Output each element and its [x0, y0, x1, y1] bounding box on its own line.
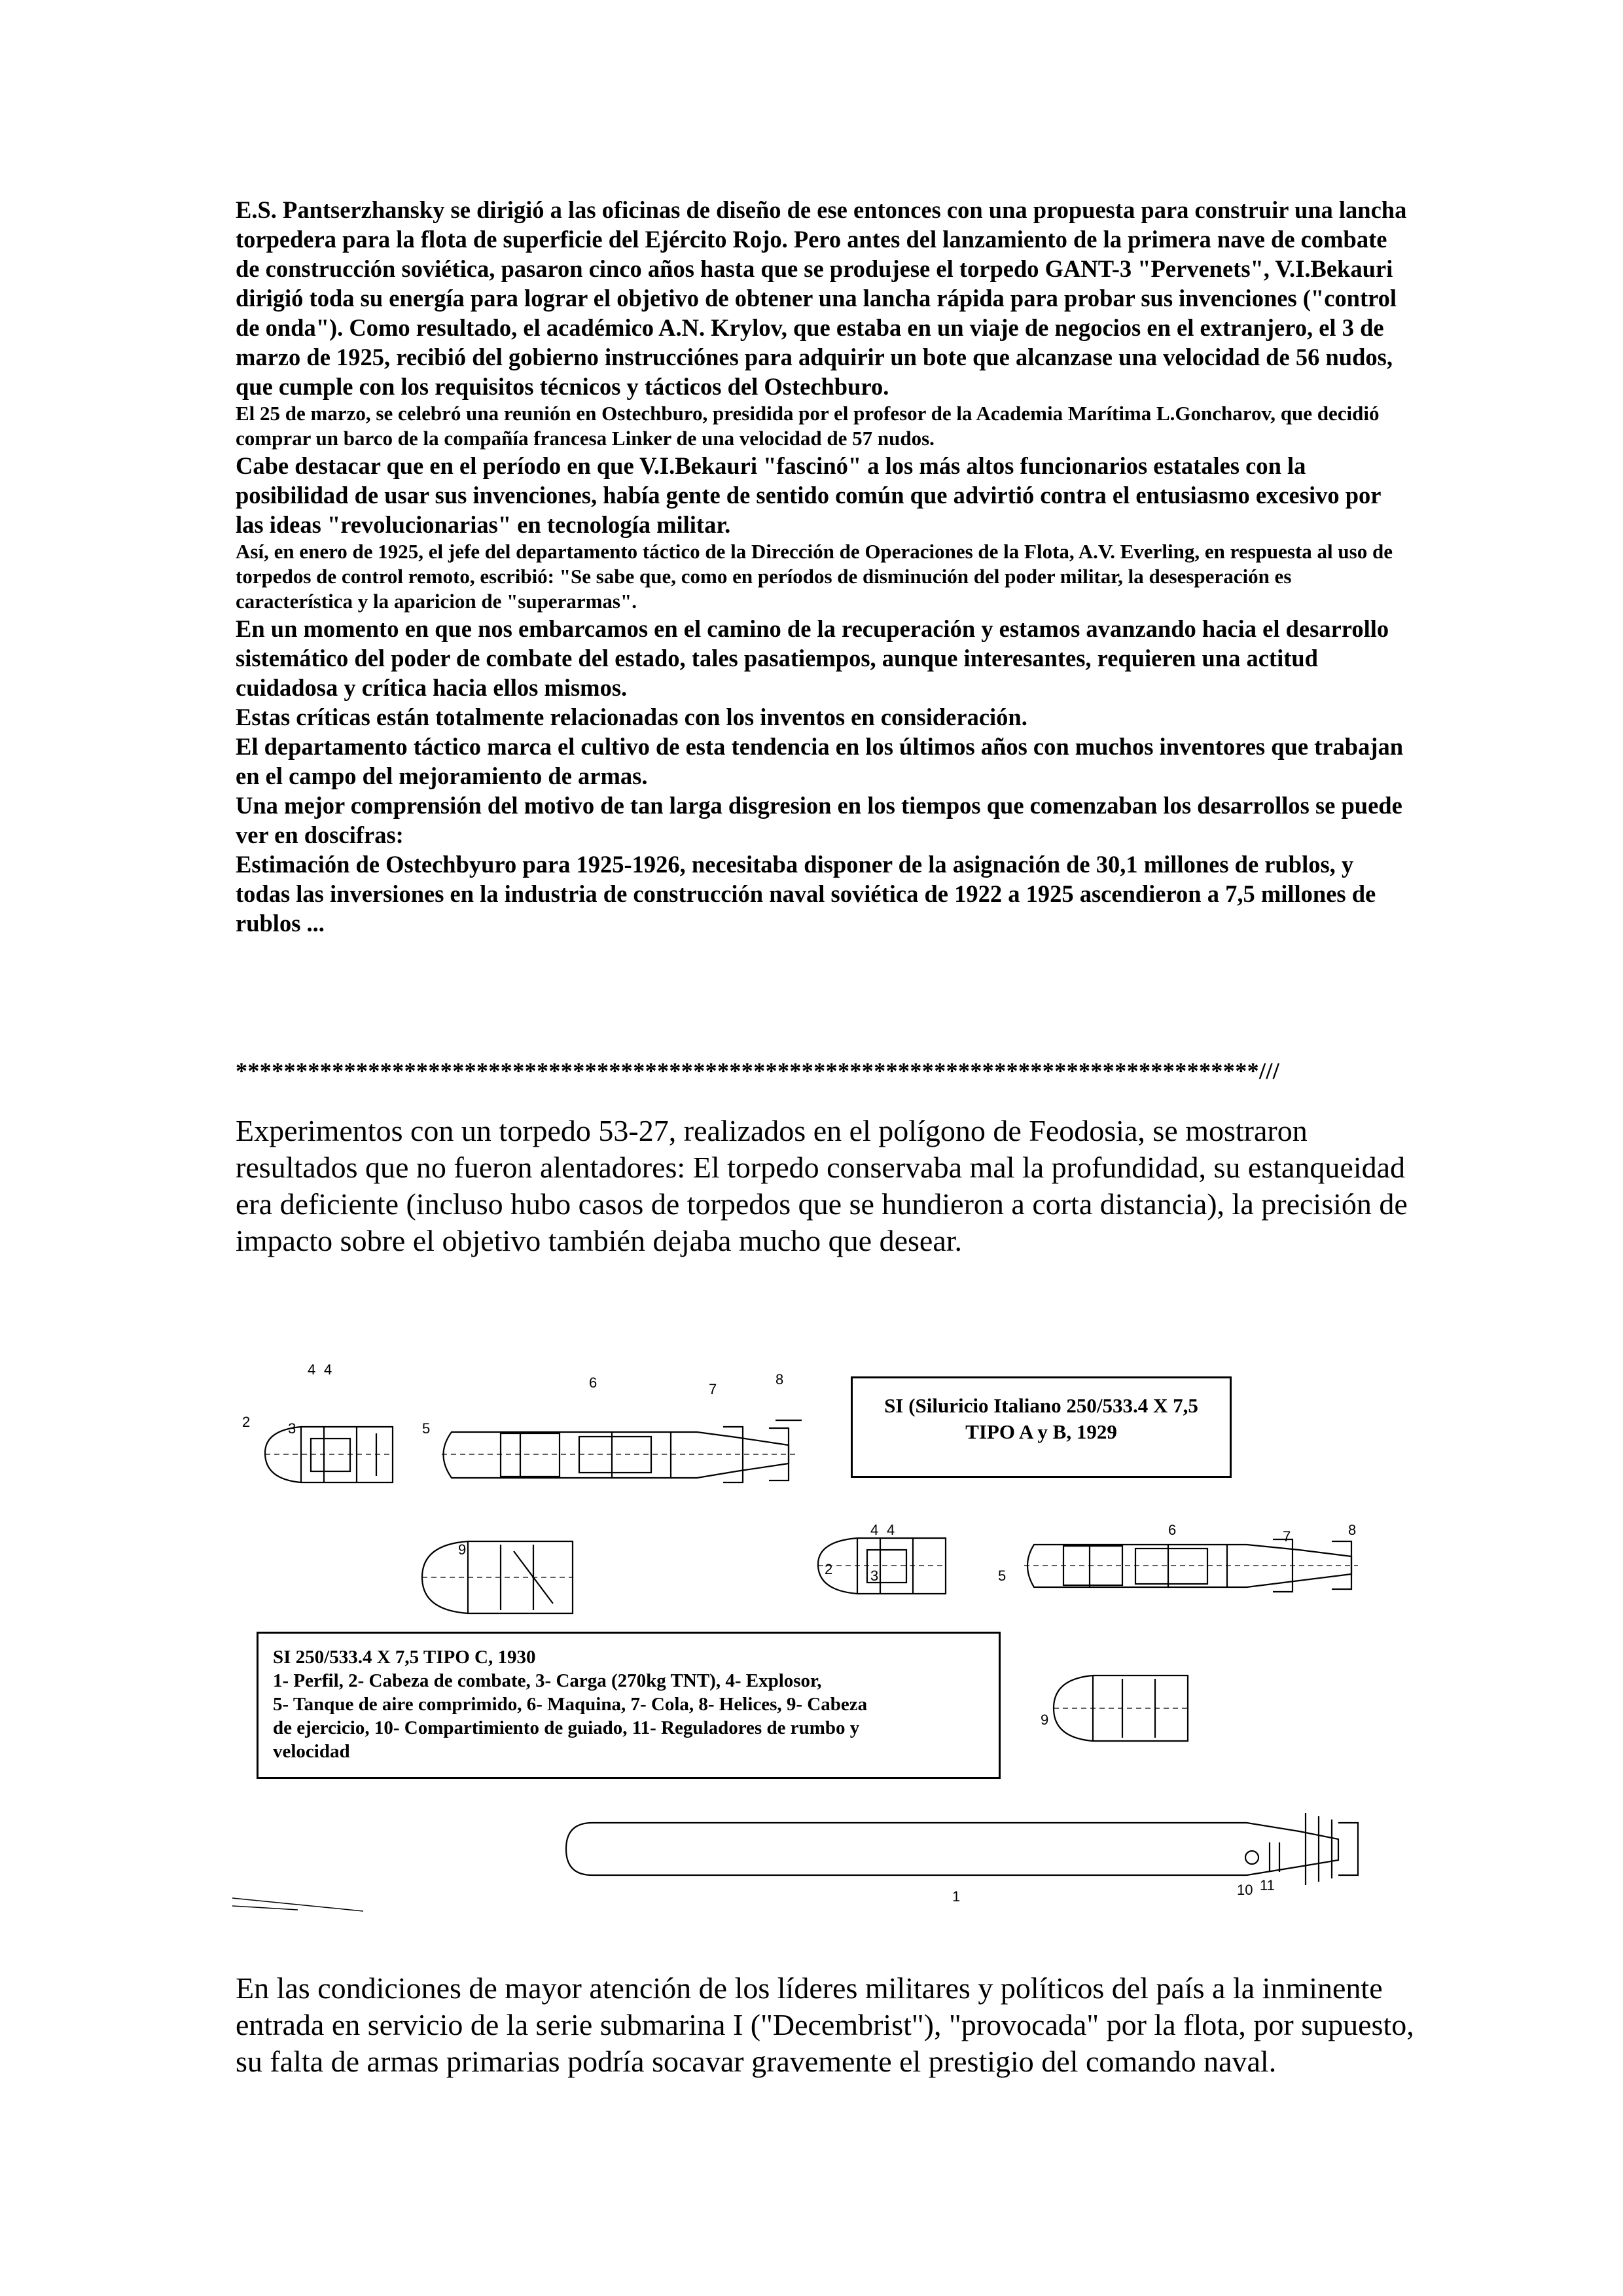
paragraph-5: En un momento en que nos embarcamos en el camino de la recuperación y estamos avanzando hacia el desarrollo sistemático del poder de combate del estado, tales pasatiempos, aunque interesantes, requieren una actitud cuidadosa y crítica hacia ellos mismos. — [236, 615, 1389, 701]
label-3: 3 — [288, 1420, 296, 1437]
label-5r: 5 — [998, 1568, 1007, 1584]
warhead-right — [818, 1538, 946, 1594]
label-4b: 4 — [324, 1361, 332, 1378]
label-9: 9 — [458, 1541, 467, 1558]
exercise-head-right — [1054, 1676, 1188, 1741]
label-8: 8 — [776, 1371, 784, 1388]
caption2-line5: velocidad — [273, 1741, 350, 1762]
label-6: 6 — [589, 1374, 597, 1391]
top-text-block — [236, 195, 1414, 938]
caption2-line3: 5- Tanque de aire comprimido, 6- Maquina, 7- Cola, 8- Helices, 9- Cabeza — [273, 1694, 868, 1715]
paragraph-4: Así, en enero de 1925, el jefe del departamento táctico de la Dirección de Operaciones de la Flota, A.V. Everling, en respuesta al uso de torpedos de control remoto, escribió: "Se sabe que, como en períodos de disminución del poder militar, la desesperación es característica y la aparicion de "superarmas". — [236, 540, 1393, 613]
body-right — [1024, 1539, 1358, 1592]
paragraph-2: El 25 de marzo, se celebró una reunión en Ostechburo, presidida por el profesor de la Academia Marítima L.Goncharov, que decidió comprar un barco de la compañía francesa Linker de una velocidad de 57 nudos. — [236, 402, 1380, 450]
caption1-line1: SI (Siluricio Italiano 250/533.4 X 7,5 — [884, 1394, 1198, 1417]
label-2: 2 — [242, 1414, 251, 1430]
caption1-line2: TIPO A y B, 1929 — [965, 1420, 1117, 1443]
caption2-line2: 1- Perfil, 2- Cabeza de combate, 3- Carga (270kg TNT), 4- Explosor, — [273, 1670, 822, 1691]
label-8r: 8 — [1348, 1522, 1357, 1538]
exercise-head-top — [422, 1541, 573, 1613]
label-11: 11 — [1260, 1877, 1275, 1893]
label-6r: 6 — [1168, 1522, 1177, 1538]
label-1: 1 — [952, 1888, 961, 1905]
caption-tipo-a-b — [851, 1376, 1232, 1478]
caption2-line1: SI 250/533.4 X 7,5 TIPO C, 1930 — [273, 1647, 536, 1668]
label-7: 7 — [709, 1381, 717, 1397]
label-5: 5 — [422, 1420, 431, 1437]
paragraph-1: E.S. Pantserzhansky se dirigió a las oficinas de diseño de ese entonces con una propuesta para construir una lancha torpedera para la flota de superficie del Ejército Rojo. Pero antes del lanzamiento de la primera nave de combate de construcción soviética, pasaron cinco años hasta que se produjese el torpedo GANT-3 "Pervenets", V.I.Bekauri dirigió toda su energía para lograr el objetivo de obtener una lancha rápida para probar sus invenciones ("control de onda"). Como resultado, el académico A.N. Krylov, que estaba en un viaje de negocios en el extranjero, el 3 de marzo de 1925, recibió del gobierno instrucciónes para adquirir un bote que alcanzase una velocidad de 56 nudos, que cumple con los requisitos técnicos y tácticos del Ostechburo. — [236, 196, 1407, 400]
paragraph-9: Estimación de Ostechbyuro para 1925-1926, necesitaba disponer de la asignación de 30,1 millones de rublos, y todas las inversiones en la industria de construcción naval soviética de 1922 a 1925 ascendieron a 7,5 millones de rublos ... — [236, 851, 1376, 937]
caption2-line4: de ejercicio, 10- Compartimiento de guiado, 11- Reguladores de rumbo y — [273, 1717, 860, 1738]
torpedo-profile — [566, 1813, 1358, 1885]
warhead-top-left — [265, 1427, 393, 1482]
stray-line — [232, 1898, 363, 1911]
caption-tipo-c — [257, 1632, 1001, 1779]
paragraph-3: Cabe destacar que en el período en que V.I.Bekauri "fascinó" a los más altos funcionarios estatales con la posibilidad de usar sus invenciones, había gente de sentido común que advirtió contra el entusiasmo excesivo por las ideas "revolucionarias" en tecnología militar. — [236, 452, 1381, 538]
stray-line — [232, 1906, 298, 1910]
paragraph-6: Estas críticas están totalmente relacionadas con los inventos en consideración. — [236, 704, 1027, 730]
paragraph-8: Una mejor comprensión del motivo de tan larga disgresion en los tiempos que comenzaban los desarrollos se puede ver en doscifras: — [236, 792, 1402, 848]
label-9r: 9 — [1041, 1712, 1049, 1728]
label-2r: 2 — [825, 1561, 833, 1577]
label-7r: 7 — [1283, 1528, 1291, 1545]
body-top-left — [442, 1420, 802, 1482]
label-4c: 4 — [870, 1522, 879, 1538]
label-4d: 4 — [887, 1522, 895, 1538]
label-3r: 3 — [870, 1568, 879, 1584]
label-4a: 4 — [308, 1361, 316, 1378]
bottom-paragraph: En las condiciones de mayor atención de los líderes militares y políticos del país a la inminente entrada en servicio de la serie submarina I ("Decembrist"), "provocada" por la flota, por supuesto, su falta de armas primarias podría socavar gravemente el prestigio del comando naval. — [236, 1971, 1414, 2078]
middle-paragraph: Experimentos con un torpedo 53-27, realizados en el polígono de Feodosia, se mostraron resultados que no fueron alentadores: El torpedo conservaba mal la profundidad, su estanqueidad era deficiente (incluso hubo casos de torpedos que se hundieron a corta distancia), la precisión de impacto sobre el objetivo también dejaba mucho que desear. — [236, 1114, 1408, 1257]
paragraph-7: El departamento táctico marca el cultivo de esta tendencia en los últimos años con muchos inventores que trabajan en el campo del mejoramiento de armas. — [236, 733, 1404, 789]
separator-line: *************************************************************************************/// — [236, 1058, 1280, 1084]
label-10: 10 — [1237, 1882, 1253, 1898]
